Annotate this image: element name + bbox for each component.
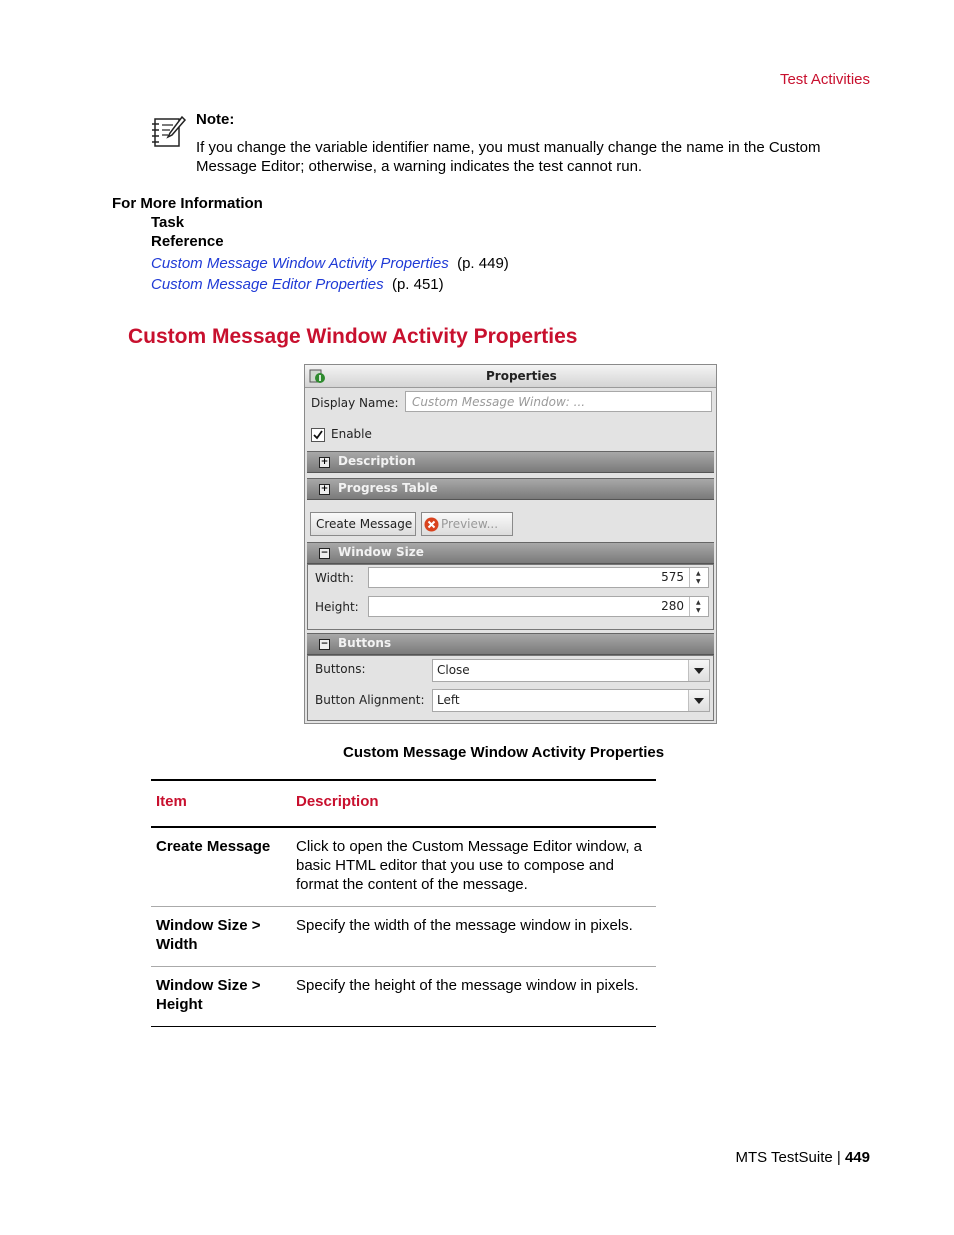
table-row-description: Click to open the Custom Message Editor window, a basic HTML editor that you use to compose and format the content of the message. xyxy=(296,838,643,893)
figure-caption: Custom Message Window Activity Properties xyxy=(343,744,665,761)
page-footer xyxy=(735,1149,870,1166)
button-alignment-label: Button Alignment: xyxy=(315,693,425,707)
table-top-rule xyxy=(151,779,656,781)
height-spinner[interactable] xyxy=(689,597,708,616)
table-row-item: Window Size > Height xyxy=(156,977,261,1013)
checkmark-icon xyxy=(312,429,324,441)
dropdown-arrow-icon[interactable] xyxy=(688,660,709,681)
buttons-section-bar[interactable] xyxy=(307,633,714,655)
dropdown-arrow-icon[interactable] xyxy=(688,690,709,711)
panel-title: Properties xyxy=(486,369,557,383)
expand-icon: + xyxy=(320,457,329,467)
error-icon xyxy=(424,517,439,532)
table-header-item: Item xyxy=(156,793,187,810)
properties-panel xyxy=(304,364,717,724)
display-name-label: Display Name: xyxy=(311,396,399,410)
spin-down-icon: ▼ xyxy=(696,578,701,585)
description-section-bar[interactable] xyxy=(307,451,714,473)
reference-link-row xyxy=(151,276,444,293)
table-row-item: Window Size > Width xyxy=(156,917,261,953)
note-icon xyxy=(151,113,187,149)
reference-link-row xyxy=(151,255,509,272)
enable-label: Enable xyxy=(331,427,372,441)
enable-checkbox[interactable] xyxy=(311,428,325,442)
running-header: Test Activities xyxy=(779,71,870,88)
display-name-placeholder: Custom Message Window: ... xyxy=(412,395,586,409)
note-text: If you change the variable identifier name, you must manually change the name in the Custom Message Editor; otherwise, a warning indicates the test cannot run. xyxy=(196,139,821,175)
width-value: 575 xyxy=(661,570,684,584)
window-size-group xyxy=(307,564,714,630)
reference-page: (p. 449) xyxy=(457,255,509,272)
table-row-description: Specify the height of the message window in pixels. xyxy=(296,977,639,994)
preview-button[interactable] xyxy=(421,512,513,536)
buttons-select-value: Close xyxy=(437,663,470,677)
create-message-label: Create Message xyxy=(316,517,413,531)
width-input[interactable] xyxy=(368,567,709,588)
description-bar-label: Description xyxy=(338,454,416,468)
properties-icon xyxy=(309,368,325,384)
button-alignment-value: Left xyxy=(437,693,460,707)
table-header-description: Description xyxy=(296,793,379,810)
preview-label: Preview... xyxy=(441,517,499,531)
footer-separator: | xyxy=(836,1149,841,1166)
more-info-heading: For More Information xyxy=(112,195,263,212)
spin-up-icon: ▲ xyxy=(696,570,701,577)
collapse-icon: − xyxy=(320,548,329,558)
section-title: Custom Message Window Activity Properties xyxy=(128,325,578,348)
window-size-bar-label: Window Size xyxy=(338,545,424,559)
buttons-label: Buttons: xyxy=(315,662,366,676)
progress-table-bar-label: Progress Table xyxy=(338,481,438,495)
reference-heading: Reference xyxy=(151,233,224,250)
table-row-item: Create Message xyxy=(156,838,271,855)
table-header-rule xyxy=(151,826,656,828)
button-alignment-select[interactable] xyxy=(432,689,710,712)
collapse-icon: − xyxy=(320,639,329,649)
reference-link[interactable]: Custom Message Window Activity Properties xyxy=(151,255,449,272)
progress-table-section-bar[interactable] xyxy=(307,478,714,500)
buttons-bar-label: Buttons xyxy=(338,636,392,650)
reference-page: (p. 451) xyxy=(391,276,444,293)
spin-up-icon: ▲ xyxy=(696,599,701,606)
table-row-divider xyxy=(151,906,656,907)
create-message-button[interactable] xyxy=(310,512,416,536)
height-input[interactable] xyxy=(368,596,709,617)
height-label: Height: xyxy=(315,600,359,614)
footer-product: MTS TestSuite xyxy=(735,1149,833,1166)
buttons-group xyxy=(307,655,714,721)
width-spinner[interactable] xyxy=(689,568,708,587)
table-row-divider xyxy=(151,966,656,967)
display-name-input[interactable] xyxy=(405,391,712,412)
reference-link[interactable]: Custom Message Editor Properties xyxy=(151,276,384,293)
page-number: 449 xyxy=(844,1149,870,1166)
spin-down-icon: ▼ xyxy=(696,607,701,614)
table-bottom-rule xyxy=(151,1026,656,1027)
table-row-description: Specify the width of the message window in pixels. xyxy=(296,917,633,934)
panel-title-bar xyxy=(305,365,716,388)
width-label: Width: xyxy=(315,571,354,585)
buttons-select[interactable] xyxy=(432,659,710,682)
window-size-section-bar[interactable] xyxy=(307,542,714,564)
height-value: 280 xyxy=(661,599,684,613)
task-heading: Task xyxy=(151,214,185,231)
note-title: Note: xyxy=(196,111,235,128)
expand-icon: + xyxy=(320,484,329,494)
